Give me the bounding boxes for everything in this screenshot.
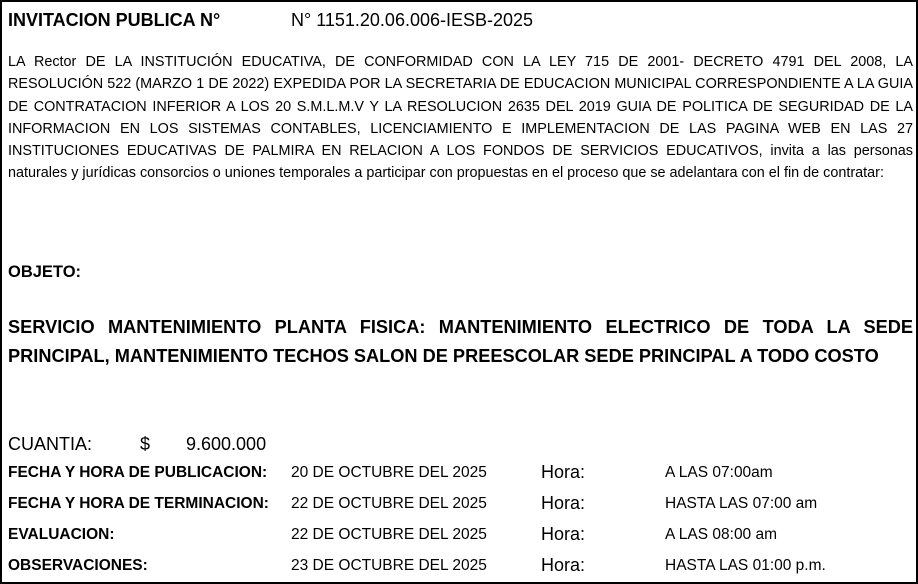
schedule-label: EVALUACION:	[8, 526, 115, 543]
schedule-time: HASTA LAS 07:00 am	[665, 495, 818, 512]
intro-paragraph: LA Rector DE LA INSTITUCIÓN EDUCATIVA, DE CONFORMIDAD CON LA LEY 715 DE 2001- DECRETO 4791 DEL 2008, LA RESOLUCIÓN 522 (MARZO 1 DE 2022) EXPEDIDA POR LA SECRETARIA DE EDUCACION MUNICIPAL CORRESPONDIENTE A LA GUIA DE CONTRATACION INFERIOR A LOS 20 S.M.L.M.V Y LA RESOLUCION 2635 DEL 2019 GUIA DE POLITICA DE SEGURIDAD DE LA INFORMACION EN LOS SISTEMAS CONTABLES, LICENCIAMIENTO E IMPLEMENTACION DE LAS PAGINA WEB EN LAS 27 INSTITUCIONES EDUCATIVAS DE PALMIRA EN RELACION A LOS FONDOS DE SERVICIOS EDUCATIVOS, invita a las personas naturales y jurídicas consorcios o uniones temporales a participar con propuestas en el proceso que se adelantara con el fin de contratar:	[8, 54, 913, 182]
schedule-row-observaciones	[2, 552, 916, 582]
cuantia-currency: $	[140, 434, 151, 454]
invitation-number: N° 1151.20.06.006-IESB-2025	[291, 10, 534, 30]
cuantia-amount: 9.600.000	[186, 434, 267, 454]
schedule-date: 23 DE OCTUBRE DEL 2025	[291, 557, 487, 574]
schedule-hora-label: Hora:	[541, 493, 586, 513]
schedule-label: FECHA Y HORA DE PUBLICACION:	[8, 464, 268, 481]
schedule-row-evaluacion	[2, 521, 916, 551]
schedule-time: A LAS 07:00am	[665, 464, 773, 481]
schedule-hora-label: Hora:	[541, 555, 586, 575]
schedule-label: FECHA Y HORA DE TERMINACION:	[8, 495, 269, 512]
objeto-label: OBJETO:	[8, 263, 82, 281]
schedule-hora-label: Hora:	[541, 524, 586, 544]
invitation-title: INVITACION PUBLICA N°	[8, 10, 221, 30]
schedule-row-terminacion	[2, 490, 916, 520]
schedule-label: OBSERVACIONES:	[8, 557, 148, 574]
schedule-date: 22 DE OCTUBRE DEL 2025	[291, 495, 487, 512]
objeto-text: SERVICIO MANTENIMIENTO PLANTA FISICA: MANTENIMIENTO ELECTRICO DE TODA LA SEDE PRINCIPAL, MANTENIMIENTO TECHOS SALON DE PREESCOLAR SEDE PRINCIPAL A TODO COSTO	[8, 317, 913, 366]
schedule-hora-label: Hora:	[541, 462, 586, 482]
cuantia-label: CUANTIA:	[8, 434, 93, 454]
schedule-date: 20 DE OCTUBRE DEL 2025	[291, 464, 487, 481]
schedule-time: A LAS 08:00 am	[665, 526, 778, 543]
schedule-time: HASTA LAS 01:00 p.m.	[665, 557, 826, 574]
schedule-date: 22 DE OCTUBRE DEL 2025	[291, 526, 487, 543]
schedule-row-publicacion	[2, 459, 916, 489]
